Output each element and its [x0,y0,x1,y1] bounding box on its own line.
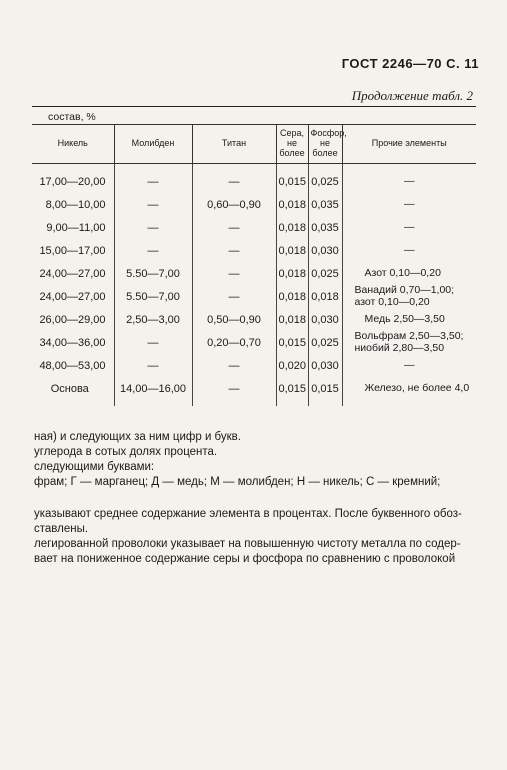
column-header-other-elements: Прочие элементы [342,125,476,164]
cell-other: Азот 0,10—0,20 [342,262,476,285]
note-line: легированной проволоки указывает на повышенную чистоту металла по содер- [34,538,461,550]
note-line: фрам; Г — марганец; Д — медь; М — молибден; Н — никель; С — кремний; [34,476,441,488]
composition-label: состав, % [48,111,96,123]
cell-phosphorus: 0,015 [308,377,342,406]
cell-other: — [342,239,476,262]
cell-molybdenum: — [114,331,192,354]
cell-phosphorus: 0,030 [308,308,342,331]
cell-nickel: 24,00—27,00 [39,267,106,280]
column-header-sulfur: Сера, не более [276,125,308,164]
cell-nickel: 8,00—10,00 [45,198,106,211]
note-line: ставлены. [34,523,89,535]
note-line: углерода в сотых долях процента. [34,446,218,458]
cell-phosphorus: 0,035 [308,193,342,216]
cell-molybdenum: 5.50—7,00 [114,285,192,308]
cell-other: — [342,216,476,239]
table-row [32,164,476,194]
column-header-nickel: Никель [32,125,114,164]
cell-sulfur: 0,018 [276,285,308,308]
note-line: ная) и следующих за ним цифр и букв. [34,431,241,443]
cell-titanium: — [192,354,276,377]
table-row [32,193,476,216]
cell-molybdenum: 14,00—16,00 [114,377,192,406]
column-header-phosphorus: Фосфор, не более [308,125,342,164]
column-header-molybdenum: Молибден [114,125,192,164]
cell-phosphorus: 0,025 [308,164,342,194]
cell-phosphorus: 0,030 [308,239,342,262]
table-row [32,216,476,239]
cell-sulfur: 0,018 [276,193,308,216]
table-row [32,308,476,331]
cell-other: Вольфрам 2,50—3,50; ниобий 2,80—3,50 [342,331,476,354]
table-row [32,262,476,285]
cell-titanium: 0,60—0,90 [192,193,276,216]
cell-phosphorus: 0,018 [308,285,342,308]
note-line: вает на пониженное содержание серы и фосфора по сравнению с проволокой [34,553,456,565]
table-row [32,331,476,354]
cell-titanium: — [192,164,276,194]
cell-sulfur: 0,015 [276,164,308,194]
cell-molybdenum: — [114,216,192,239]
table-row [32,285,476,308]
standard-reference: ГОСТ 2246—70 С. 11 [341,56,479,71]
cell-phosphorus: 0,025 [308,331,342,354]
cell-sulfur: 0,018 [276,262,308,285]
cell-other: — [342,354,476,377]
cell-titanium: 0,20—0,70 [192,331,276,354]
cell-molybdenum: — [114,354,192,377]
top-rule [32,106,476,107]
note-line: указывают среднее содержание элемента в процентах. После буквенного обоз- [34,508,462,520]
cell-sulfur: 0,018 [276,239,308,262]
cell-molybdenum: — [114,193,192,216]
cell-nickel: 48,00—53,00 [39,359,106,372]
cell-phosphorus: 0,025 [308,262,342,285]
cell-nickel: Основа [50,382,89,395]
cell-other: — [342,193,476,216]
cell-sulfur: 0,015 [276,331,308,354]
cell-sulfur: 0,018 [276,216,308,239]
paragraph-gap [34,490,482,507]
cell-other: Медь 2,50—3,50 [342,308,476,331]
cell-nickel: 15,00—17,00 [39,244,106,257]
table-continuation-label: Продолжение табл. 2 [351,88,473,103]
cell-other: Ванадий 0,70—1,00; азот 0,10—0,20 [342,285,476,308]
cell-sulfur: 0,018 [276,308,308,331]
table-row [32,354,476,377]
table-row [32,377,476,406]
cell-phosphorus: 0,035 [308,216,342,239]
cell-titanium: — [192,285,276,308]
cell-titanium: — [192,262,276,285]
cell-sulfur: 0,015 [276,377,308,406]
cell-nickel: 9,00—11,00 [46,221,106,234]
cell-nickel: 34,00—36,00 [39,336,106,349]
cell-titanium: 0,50—0,90 [192,308,276,331]
cell-phosphorus: 0,030 [308,354,342,377]
cell-nickel: 24,00—27,00 [39,290,106,303]
cell-titanium: — [192,239,276,262]
cell-molybdenum: — [114,164,192,194]
cell-other: Железо, не более 4,0 [342,377,476,406]
cell-titanium: — [192,377,276,406]
cell-nickel: 17,00—20,00 [39,175,106,188]
column-header-titanium: Титан [192,125,276,164]
cell-molybdenum: — [114,239,192,262]
cell-sulfur: 0,020 [276,354,308,377]
note-line: следующими буквами: [34,461,155,473]
notes-text [34,430,482,567]
table-row [32,239,476,262]
composition-table [32,124,476,406]
table-header-row [32,125,476,164]
cell-molybdenum: 2,50—3,00 [114,308,192,331]
cell-molybdenum: 5.50—7,00 [114,262,192,285]
cell-other: — [342,164,476,194]
cell-titanium: — [192,216,276,239]
cell-nickel: 26,00—29,00 [39,313,106,326]
